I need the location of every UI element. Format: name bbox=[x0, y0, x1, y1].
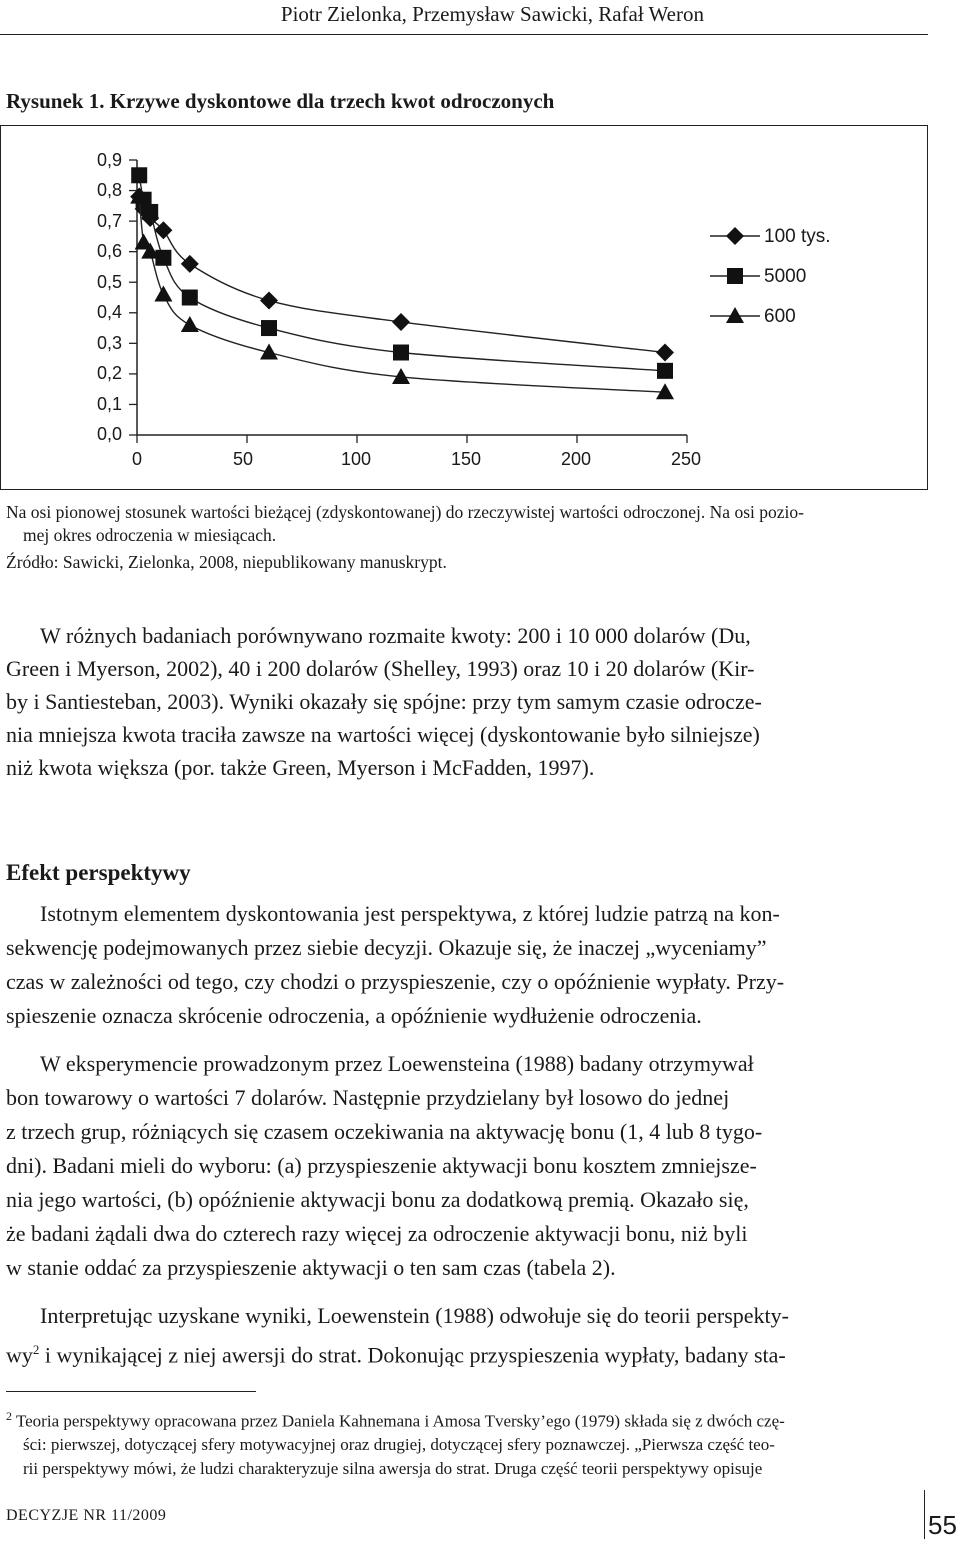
data-point-0-4 bbox=[181, 255, 199, 273]
legend-marker-2 bbox=[726, 307, 744, 323]
y-tick-label: 0,0 bbox=[96, 424, 122, 444]
figure-title: Rysunek 1. Krzywe dyskontowe dla trzech kwot odroczonych bbox=[6, 89, 555, 113]
data-point-1-0 bbox=[131, 167, 147, 183]
footnote-line1 bbox=[6, 1405, 924, 1433]
data-point-0-6 bbox=[392, 313, 410, 331]
figure-caption-line2: mej okres odroczenia w miesiącach. bbox=[23, 525, 277, 545]
data-point-1-4 bbox=[182, 290, 198, 306]
legend-label-100tys: 100 tys. bbox=[764, 226, 831, 247]
legend-label-600: 600 bbox=[764, 306, 796, 327]
discount-curves-chart bbox=[0, 0, 960, 500]
p1-line5: niż kwota większa (por. także Green, Myerson i McFadden, 1997). bbox=[6, 755, 595, 780]
data-point-1-6 bbox=[393, 345, 409, 361]
p4-line1: Interpretując uzyskane wyniki, Loewenstein (1988) odwołuje się do teorii perspekty- bbox=[40, 1303, 789, 1328]
data-point-1-2 bbox=[142, 204, 158, 220]
x-tick-label: 150 bbox=[450, 449, 482, 469]
p2-line1: Istotnym elementem dyskontowania jest perspektywa, z której ludzie patrzą na kon- bbox=[40, 901, 780, 926]
x-tick-label: 100 bbox=[340, 449, 372, 469]
footnote bbox=[6, 1405, 924, 1480]
series-line-1 bbox=[139, 175, 665, 371]
x-tick-label: 50 bbox=[232, 449, 254, 469]
p4-line2-rest: i wynikającej z niej awersji do strat. Dokonując przyspieszenia wypłaty, badany sta- bbox=[39, 1342, 786, 1368]
p3-line6: że badani żądali dwa do czterech razy więcej za odroczenie aktywacji bonu, niż byli bbox=[6, 1221, 748, 1246]
p3-line1: W eksperymencie prowadzonym przez Loewensteina (1988) badany otrzymywał bbox=[40, 1051, 754, 1076]
section-heading: Efekt perspektywy bbox=[6, 860, 191, 885]
y-tick-label: 0,9 bbox=[96, 150, 122, 170]
x-tick-label: 0 bbox=[131, 449, 142, 469]
p3-line7: w stanie oddać za przyspieszenie aktywacji o ten sam czas (tabela 2). bbox=[6, 1255, 616, 1280]
footnote-line3: rii perspektywy mówi, że ludzi charakteryzuje silna awersja do strat. Druga część teorii perspektywy opisuje bbox=[23, 1458, 763, 1478]
p3-line4: dni). Badani mieli do wyboru: (a) przyspieszenie aktywacji bonu kosztem zmniejsze- bbox=[6, 1153, 757, 1178]
y-tick-label: 0,6 bbox=[96, 241, 122, 261]
y-tick-label: 0,5 bbox=[96, 272, 122, 292]
p1-line1: W różnych badaniach porównywano rozmaite kwoty: 200 i 10 000 dolarów (Du, bbox=[40, 623, 751, 648]
footnote-ref[interactable]: 2 bbox=[32, 1342, 40, 1357]
data-point-2-4 bbox=[181, 316, 199, 332]
y-tick-label: 0,3 bbox=[96, 333, 122, 353]
legend-label-5000: 5000 bbox=[764, 266, 807, 287]
legend-marker-0 bbox=[726, 227, 744, 245]
data-point-0-7 bbox=[656, 344, 674, 362]
p3-line2: bon towarowy o wartości 7 dolarów. Następnie przydzielany był losowo do jednej bbox=[6, 1085, 730, 1110]
x-tick-label: 200 bbox=[560, 449, 592, 469]
p2-line2: sekwencję podejmowanych przez siebie decyzji. Okazuje się, że inaczej „wyceniamy” bbox=[6, 935, 767, 960]
y-tick-label: 0,8 bbox=[96, 180, 122, 200]
footnote-line1-text: Teoria perspektywy opracowana przez Daniela Kahnemana i Amosa Tversky’ego (1979) składa się z dwóch czę- bbox=[12, 1411, 785, 1431]
data-point-0-5 bbox=[260, 292, 278, 310]
data-point-1-7 bbox=[657, 363, 673, 379]
y-tick-label: 0,2 bbox=[96, 363, 122, 383]
page-number: 55 bbox=[928, 1510, 957, 1540]
page-number-bar bbox=[924, 1490, 925, 1539]
p4-line2 bbox=[6, 1333, 924, 1372]
y-tick-label: 0,1 bbox=[96, 394, 122, 414]
header-authors: Piotr Zielonka, Przemysław Sawicki, Rafał Weron bbox=[280, 2, 704, 26]
data-point-2-3 bbox=[154, 285, 172, 301]
footer-journal: DECYZJE NR 11/2009 bbox=[6, 1507, 167, 1524]
p3-line3: z trzech grup, różniących się czasem oczekiwania na aktywację bonu (1, 4 lub 8 tygo- bbox=[6, 1119, 763, 1144]
data-point-1-5 bbox=[261, 320, 277, 336]
series-line-2 bbox=[139, 197, 665, 393]
p1-line3: by i Santiesteban, 2003). Wyniki okazały się spójne: przy tym samym czasie odrocze- bbox=[6, 689, 762, 714]
p1-line2: Green i Myerson, 2002), 40 i 200 dolarów (Shelley, 1993) oraz 10 i 20 dolarów (Kir- bbox=[6, 656, 755, 681]
y-tick-label: 0,7 bbox=[96, 211, 122, 231]
footnote-line2: ści: pierwszej, dotyczącej sfery motywacyjnej oraz drugiej, dotyczącej sfery poznawczej. „Pierwsza część teo- bbox=[23, 1435, 775, 1455]
p1-line4: nia mniejsza kwota traciła zawsze na wartości więcej (dyskontowanie było silniejsze) bbox=[6, 722, 760, 747]
footnote-rule bbox=[6, 1391, 256, 1392]
p3-line5: nia jego wartości, (b) opóźnienie aktywacji bonu za dodatkową premią. Okazało się, bbox=[6, 1187, 749, 1212]
p4-line2-start: wy bbox=[6, 1342, 33, 1368]
footnote-marker: 2 bbox=[6, 1409, 12, 1423]
p2-line4: spieszenie oznacza skrócenie odroczenia, a opóźnienie wydłużenie odroczenia. bbox=[6, 1003, 702, 1028]
legend-marker-1 bbox=[727, 268, 743, 284]
x-tick-label: 250 bbox=[670, 449, 702, 469]
y-tick-label: 0,4 bbox=[96, 302, 122, 322]
figure-source: Źródło: Sawicki, Zielonka, 2008, niepublikowany manuskrypt. bbox=[6, 552, 447, 572]
figure-caption-line1: Na osi pionowej stosunek wartości bieżącej (zdyskontowanej) do rzeczywistej wartości odroczonej. Na osi pozio- bbox=[6, 502, 804, 522]
p2-line3: czas w zależności od tego, czy chodzi o przyspieszenie, czy o opóźnienie wypłaty. Przy- bbox=[6, 969, 785, 994]
